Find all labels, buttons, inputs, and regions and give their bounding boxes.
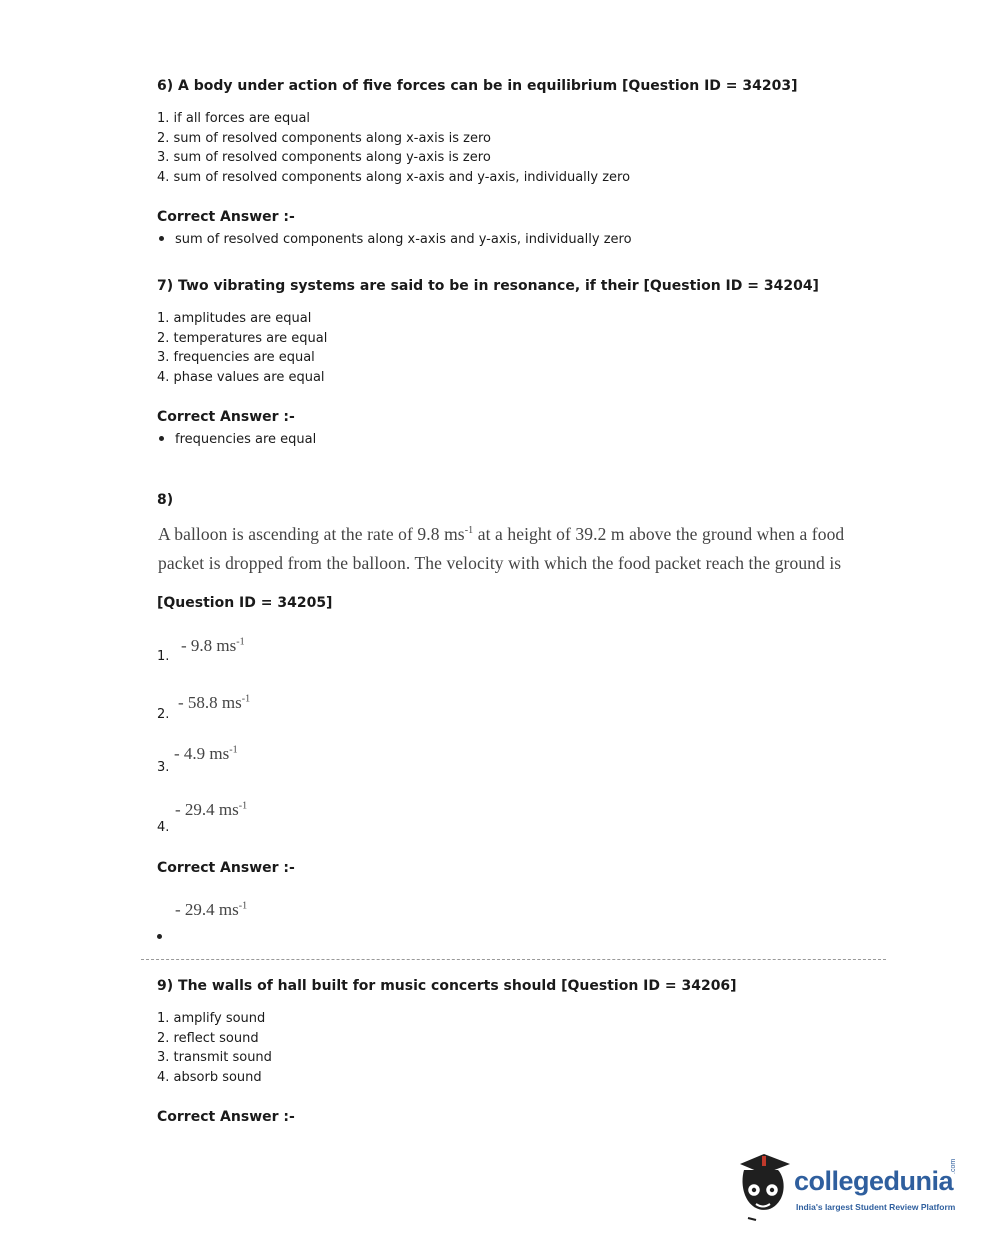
superscript: -1 (236, 636, 245, 648)
question-6-heading: 6) A body under action of five forces can be in equilibrium [Question ID = 34203] (157, 78, 798, 94)
option: 3. transmit sound (157, 1050, 272, 1065)
correct-answer-label: Correct Answer :- (157, 209, 295, 225)
superscript: -1 (241, 693, 251, 705)
option-number: 3. (157, 760, 170, 775)
question-8-answer (175, 900, 247, 920)
option-value (181, 636, 245, 656)
option: 3. frequencies are equal (157, 350, 315, 365)
option-number: 4. (157, 820, 170, 835)
logo-tagline: India's largest Student Review Platform (796, 1202, 956, 1212)
correct-answer-label: Correct Answer :- (157, 1109, 295, 1125)
correct-answer-label: Correct Answer :- (157, 860, 295, 876)
option: 3. sum of resolved components along y-axis is zero (157, 150, 491, 165)
option: 1. amplify sound (157, 1011, 266, 1026)
question-8-text: at a height of 39.2 m above the ground when a food (473, 523, 845, 544)
option-value (174, 744, 238, 764)
option-value-text: - 9.8 ms (181, 636, 237, 655)
question-6-answer (159, 232, 632, 247)
logo-name: collegedunia (794, 1166, 954, 1196)
option: 4. absorb sound (157, 1069, 262, 1085)
correct-answer-label: Correct Answer :- (157, 409, 295, 425)
logo-suffix: .com (950, 1158, 957, 1174)
question-8-text: A balloon is ascending at the rate of 9.8 ms (158, 523, 465, 544)
mascot-icon (734, 1152, 794, 1224)
question-6-options (157, 109, 630, 187)
question-8-line-2: packet is dropped from the balloon. The velocity with which the food packet reach the ground is (158, 553, 842, 573)
superscript: -1 (238, 900, 248, 912)
option: 1. if all forces are equal (157, 111, 311, 126)
option-value-text: - 4.9 ms (174, 744, 230, 763)
option: 2. sum of resolved components along x-axis is zero (157, 130, 491, 146)
superscript: -1 (238, 800, 248, 812)
option: 2. reflect sound (157, 1030, 259, 1046)
question-9-options (157, 1009, 272, 1087)
question-8-line-1 (158, 515, 844, 550)
bullet-icon (159, 236, 164, 241)
collegedunia-logo (734, 1152, 964, 1224)
section-divider (141, 959, 886, 960)
answer-text: - 29.4 ms (175, 900, 239, 919)
option-value-text: - 58.8 ms (178, 693, 242, 712)
question-7-options (157, 309, 327, 387)
bullet-icon (159, 436, 164, 441)
superscript: -1 (464, 525, 474, 536)
question-8-id: [Question ID = 34205] (157, 595, 333, 611)
question-8-number: 8) (157, 492, 174, 508)
superscript: -1 (229, 744, 238, 756)
question-7-heading: 7) Two vibrating systems are said to be in resonance, if their [Question ID = 34204] (157, 278, 819, 294)
answer-text: frequencies are equal (175, 432, 317, 447)
option-number: 1. (157, 649, 170, 664)
option: 4. phase values are equal (157, 369, 325, 385)
bullet-icon (157, 934, 162, 939)
question-9-heading: 9) The walls of hall built for music concerts should [Question ID = 34206] (157, 978, 737, 994)
option: 1. amplitudes are equal (157, 311, 312, 326)
answer-text: sum of resolved components along x-axis and y-axis, individually zero (175, 232, 632, 247)
option: 2. temperatures are equal (157, 330, 328, 346)
option-value (175, 800, 247, 820)
option: 4. sum of resolved components along x-axis and y-axis, individually zero (157, 169, 631, 185)
option-value-text: - 29.4 ms (175, 800, 239, 819)
option-number: 2. (157, 707, 170, 722)
option-value (178, 693, 250, 713)
question-7-answer (159, 432, 316, 447)
